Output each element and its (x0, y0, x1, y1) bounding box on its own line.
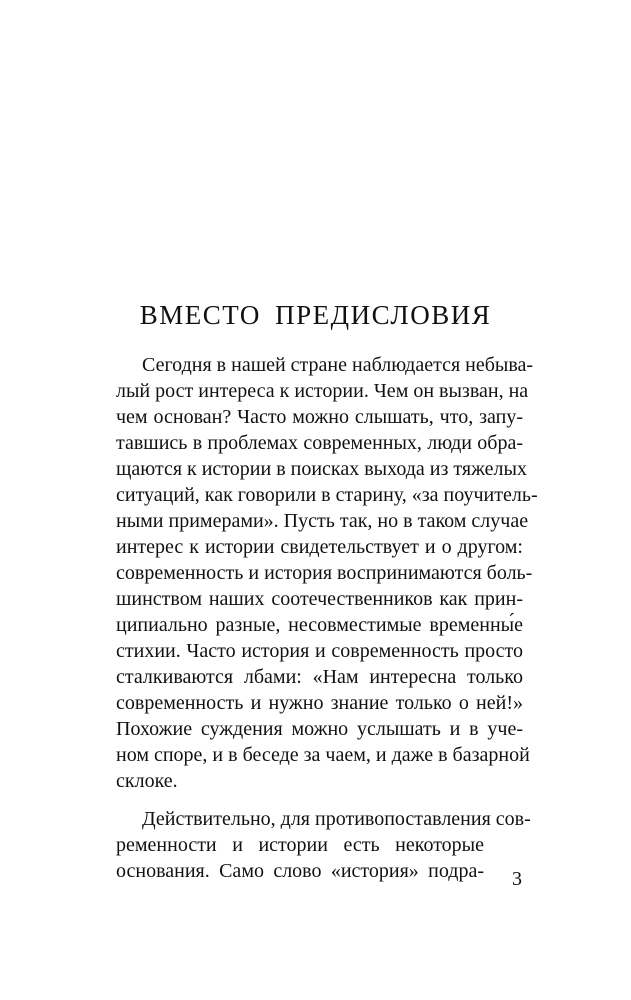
text-line: щаются к истории в поисках выхода из тяжелых (116, 458, 527, 480)
text-line: чем основан? Часто можно слышать, что, запу- (116, 406, 523, 428)
text-line: ципиально разные, несовместимые временны́е (116, 614, 523, 636)
text-line: лый рост интереса к истории. Чем он вызван, на (116, 380, 529, 402)
text-line: стихии. Часто история и современность просто (116, 640, 523, 662)
text-line: шинством наших соотечественников как прин- (116, 588, 523, 610)
text-line: современность и нужно знание только о ней!» (116, 692, 523, 714)
text-line: склоке. (116, 770, 178, 792)
text-line: ными примерами». Пусть так, но в таком случае (116, 510, 529, 532)
text-line: ременности и истории есть некоторые (116, 834, 484, 856)
text-line: Похожие суждения можно услышать и в уче- (116, 718, 523, 740)
text-line: современность и история воспринимаются боль- (116, 562, 533, 584)
text-line: интерес к истории свидетельствует и о другом: (116, 536, 523, 558)
text-line: Сегодня в нашей стране наблюдается небыва- (142, 354, 534, 376)
chapter-heading: ВМЕСТО ПРЕДИСЛОВИЯ (139, 300, 492, 330)
text-line: основания. Само слово «история» подра- (116, 860, 484, 882)
page-number: 3 (512, 868, 522, 890)
text-line: ситуаций, как говорили в старину, «за поучитель- (116, 484, 538, 506)
text-line: тавшись в проблемах современных, люди обра- (116, 432, 523, 454)
text-line: Действительно, для противопоставления сов- (142, 808, 531, 830)
text-line: сталкиваются лбами: «Нам интересна только (116, 666, 523, 688)
text-line: ном споре, и в беседе за чаем, и даже в базарной (116, 744, 530, 766)
